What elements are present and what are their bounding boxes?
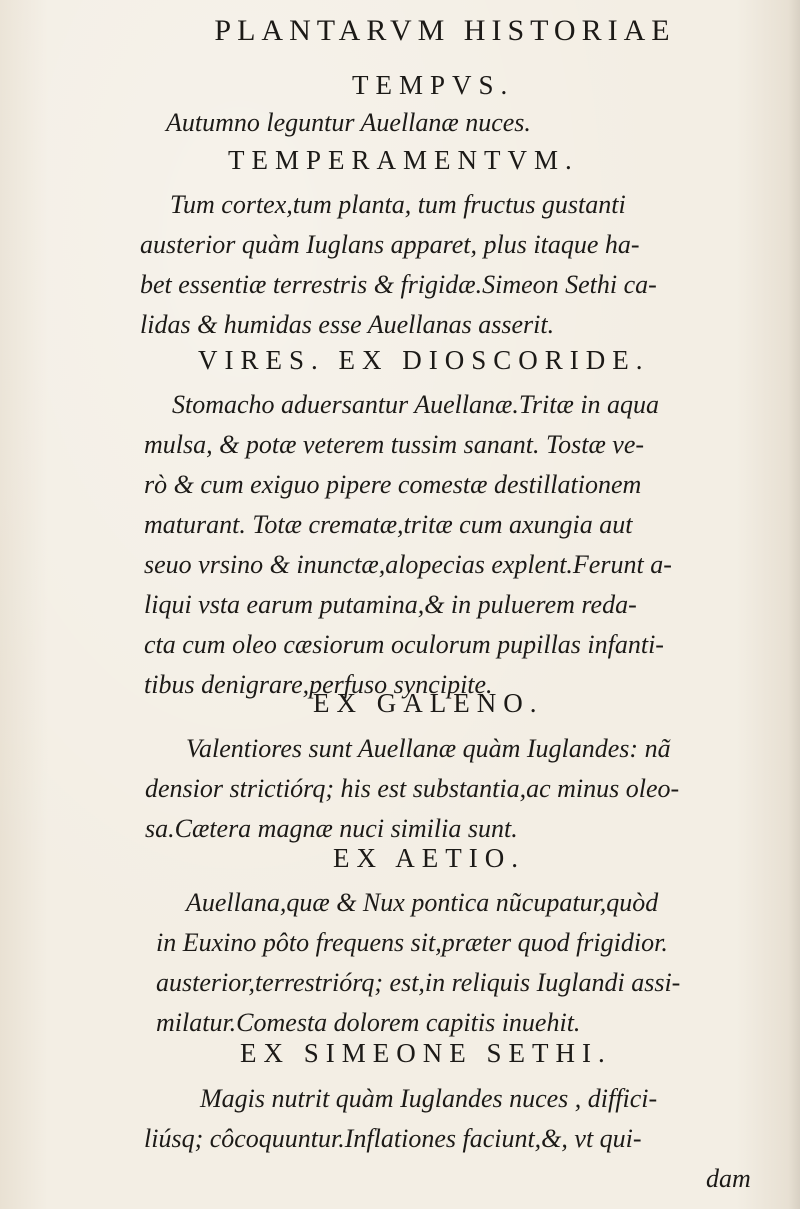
text-line: Valentiores sunt Auellanæ quàm Iuglandes: nã bbox=[186, 734, 671, 763]
text-line: austerior quàm Iuglans apparet, plus itaque ha- bbox=[140, 230, 640, 259]
running-header: PLANTARVM HISTORIAE bbox=[214, 14, 676, 47]
catchword: dam bbox=[706, 1164, 751, 1193]
text-line: maturant. Totæ crematæ,tritæ cum axungia aut bbox=[144, 510, 633, 539]
text-line: seuo vrsino & inunctæ,alopecias explent.Ferunt a- bbox=[144, 550, 672, 579]
text-line: milatur.Comesta dolorem capitis inuehit. bbox=[156, 1008, 581, 1037]
heading-tempus: TEMPVS. bbox=[352, 70, 515, 100]
heading-vires: VIRES. EX DIOSCORIDE. bbox=[198, 345, 650, 375]
text-line: austerior,terrestriórq; est,in reliquis Iuglandi assi- bbox=[156, 968, 681, 997]
text-line: densior strictiórq; his est substantia,ac minus oleo- bbox=[145, 774, 680, 803]
heading-temperamentum: TEMPERAMENTVM. bbox=[228, 145, 579, 175]
text-line: cta cum oleo cæsiorum oculorum pupillas infanti- bbox=[144, 630, 664, 659]
text-line: mulsa, & potæ veterem tussim sanant. Tostæ ve- bbox=[144, 430, 645, 459]
text-line: Autumno leguntur Auellanæ nuces. bbox=[166, 108, 531, 137]
heading-aetio: EX AETIO. bbox=[333, 843, 525, 873]
text-line: Stomacho aduersantur Auellanæ.Tritæ in aqua bbox=[172, 390, 660, 419]
page-edge-shadow bbox=[788, 0, 800, 1209]
text-line: Magis nutrit quàm Iuglandes nuces , diffici- bbox=[200, 1084, 658, 1113]
text-line: liqui vsta earum putamina,& in puluerem reda- bbox=[144, 590, 637, 619]
text-line: lidas & humidas esse Auellanas asserit. bbox=[140, 310, 555, 339]
text-line: bet essentiæ terrestris & frigidæ.Simeon Sethi ca- bbox=[140, 270, 657, 299]
text-line: tibus denigrare,perfuso syncipite. bbox=[144, 670, 493, 699]
text-line: Tum cortex,tum planta, tum fructus gustanti bbox=[170, 190, 626, 219]
heading-simeone-sethi: EX SIMEONE SETHI. bbox=[240, 1038, 612, 1068]
text-line: rò & cum exiguo pipere comestæ destillationem bbox=[144, 470, 642, 499]
text-line: liúsq; côcoquuntur.Inflationes faciunt,&, vt qui- bbox=[144, 1124, 642, 1153]
heading-galeno: EX GALENO. bbox=[313, 688, 544, 718]
text-line: sa.Cætera magnæ nuci similia sunt. bbox=[145, 814, 518, 843]
text-line: in Euxino pôto frequens sit,præter quod frigidior. bbox=[156, 928, 668, 957]
text-line: Auellana,quæ & Nux pontica nũcupatur,quòd bbox=[186, 888, 659, 917]
